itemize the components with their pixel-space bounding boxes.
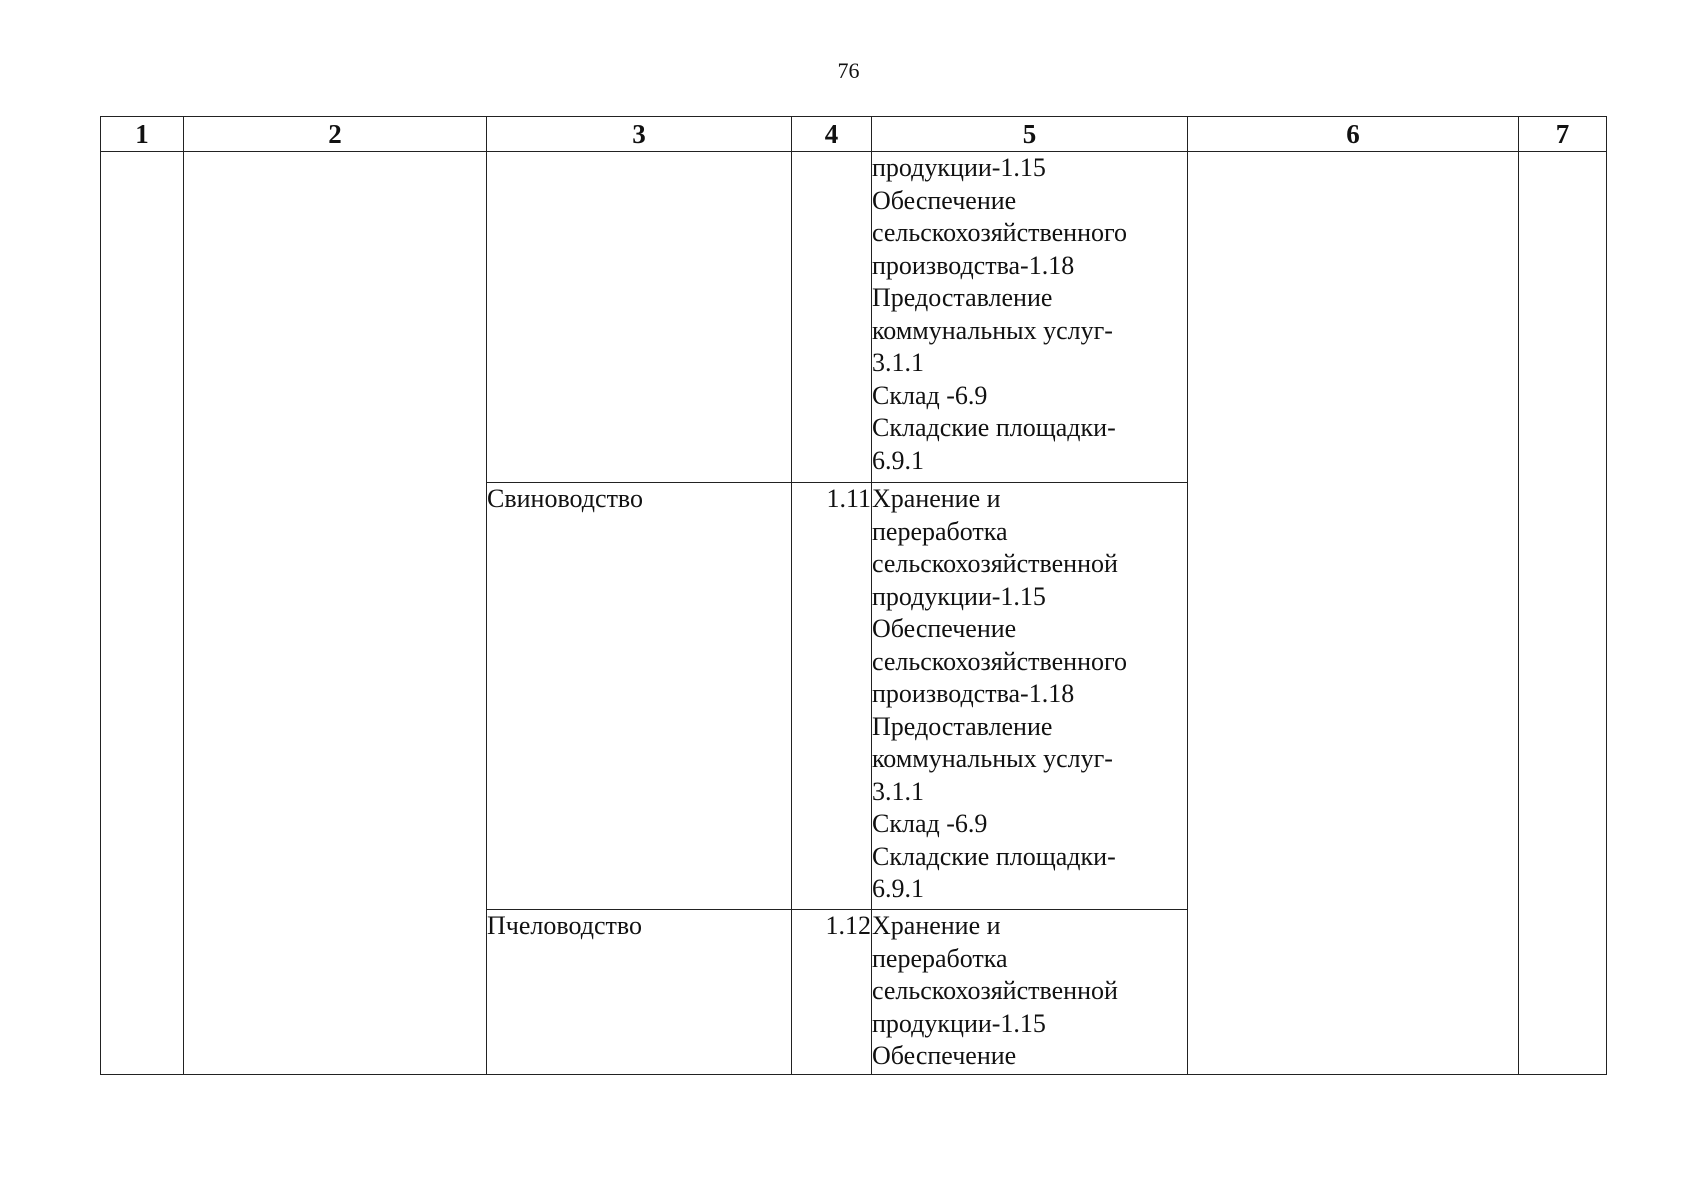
permitted-uses-cell — [872, 152, 1188, 483]
use-line: коммунальных услуг- — [872, 315, 1113, 345]
use-line: Предоставление — [872, 711, 1053, 741]
column-header: 6 — [1188, 117, 1519, 152]
table-header-row — [101, 117, 1607, 152]
use-line: продукции-1.15 — [872, 581, 1046, 611]
column-6-cell — [1188, 152, 1519, 1075]
column-2-cell — [184, 152, 487, 1075]
use-line: Хранение и — [872, 484, 1001, 513]
column-header: 2 — [184, 117, 487, 152]
page-number: 76 — [837, 58, 860, 83]
activity-cell — [487, 152, 792, 483]
use-line: коммунальных услуг- — [872, 744, 1113, 773]
column-7-cell — [1519, 152, 1607, 1075]
use-line: сельскохозяйственного — [872, 218, 1127, 247]
use-line: 6.9.1 — [872, 874, 924, 903]
use-line: Хранение и — [872, 911, 1001, 940]
activity-cell: Пчеловодство — [487, 910, 792, 1075]
use-line: сельскохозяйственного — [872, 646, 1127, 676]
table-row — [101, 152, 1607, 483]
code-cell — [792, 152, 872, 483]
use-line: продукции-1.15 — [872, 153, 1046, 182]
permitted-uses-cell — [872, 483, 1188, 910]
use-line: переработка — [872, 943, 1008, 973]
use-line: сельскохозяйственной — [872, 976, 1118, 1005]
land-use-table — [100, 116, 1607, 1075]
use-line: Обеспечение — [872, 614, 1017, 643]
use-line: Предоставление — [872, 283, 1053, 312]
use-line: продукции-1.15 — [872, 1008, 1046, 1038]
use-line: Обеспечение — [872, 185, 1017, 215]
use-line: Склад -6.9 — [872, 380, 988, 410]
column-header: 7 — [1519, 117, 1607, 152]
column-1-cell — [101, 152, 184, 1075]
use-line: сельскохозяйственной — [872, 549, 1118, 578]
use-line: Обеспечение — [872, 1041, 1017, 1070]
use-line: 3.1.1 — [872, 776, 924, 806]
column-header: 4 — [792, 117, 872, 152]
use-line: производства-1.18 — [872, 250, 1075, 280]
use-line: Складские площадки- — [872, 841, 1116, 871]
use-line: производства-1.18 — [872, 679, 1075, 708]
code-cell: 1.12 — [792, 910, 872, 1075]
use-line: Склад -6.9 — [872, 809, 988, 838]
column-header: 1 — [101, 117, 184, 152]
permitted-uses-cell — [872, 910, 1188, 1075]
use-line: 6.9.1 — [872, 445, 924, 475]
use-line: 3.1.1 — [872, 348, 924, 377]
column-header: 3 — [487, 117, 792, 152]
code-cell: 1.11 — [792, 483, 872, 910]
use-line: Складские площадки- — [872, 413, 1116, 442]
column-header: 5 — [872, 117, 1188, 152]
use-line: переработка — [872, 516, 1008, 546]
activity-cell: Свиноводство — [487, 483, 792, 910]
